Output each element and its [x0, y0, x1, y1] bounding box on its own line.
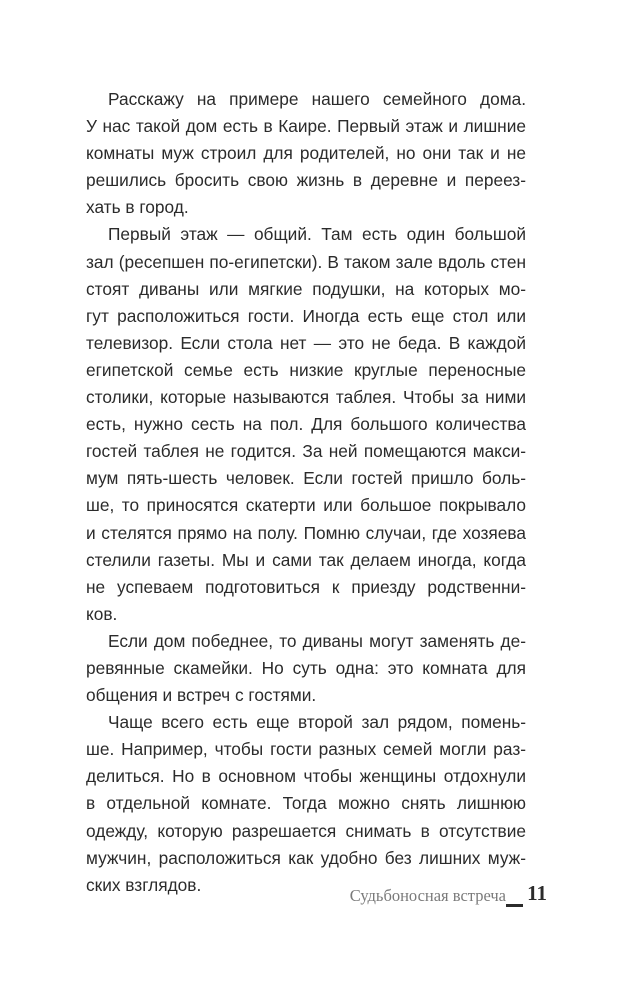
running-footer	[310, 883, 547, 913]
text-line: Первый этаж — общий. Там есть один большой	[108, 224, 526, 245]
text-line: телевизор. Если стола нет — это не беда. В каждой	[86, 332, 526, 353]
body-text	[86, 86, 526, 899]
text-line: ше. Например, чтобы гости разных семей могли раз-	[86, 739, 526, 760]
text-line: ревянные скамейки. Но суть одна: это комната для	[86, 657, 526, 678]
page-number: 11	[527, 881, 547, 905]
text-line: стелили газеты. Мы и сами так делаем иногда, когда	[86, 549, 526, 570]
text-line: решились бросить свою жизнь в деревне и переез-	[86, 170, 526, 191]
text-line: зал (ресепшен по-египетски). В таком зале вдоль стен	[86, 251, 526, 272]
text-line: в отдельной комнате. Тогда можно снять лишнюю	[86, 793, 526, 814]
text-line: ских взглядов.	[86, 874, 202, 895]
text-line: делиться. Но в основном чтобы женщины отдохнули	[86, 766, 526, 787]
running-title: Судьбоносная встреча	[349, 886, 506, 905]
text-line: У нас такой дом есть в Каире. Первый этаж и лишние	[86, 116, 526, 137]
text-line: Чаще всего есть еще второй зал рядом, помень-	[108, 712, 526, 733]
text-line: есть, нужно сесть на пол. Для большого количества	[86, 414, 526, 435]
text-line: Расскажу на примере нашего семейного дома.	[108, 89, 526, 109]
text-line: стоят диваны или мягкие подушки, на которых мо-	[86, 278, 526, 299]
text-line: столики, которые называются таблея. Чтобы за ними	[86, 387, 526, 408]
text-line: ков.	[86, 603, 118, 624]
text-line: одежду, которую разрешается снимать в отсутствие	[86, 820, 526, 841]
text-line: не успеваем подготовиться к приезду родственни-	[86, 576, 526, 597]
text-line: мум пять-шесть человек. Если гостей пришло боль-	[86, 468, 526, 489]
text-line: гут расположиться гости. Иногда есть еще стол или	[86, 305, 526, 326]
text-line: мужчин, расположиться как удобно без лишних муж-	[86, 847, 526, 868]
text-line: ше, то приносятся скатерти или большое покрывало	[86, 495, 526, 516]
text-line: египетской семье есть низкие круглые переносные	[86, 359, 526, 380]
footer-rule	[506, 904, 523, 907]
text-line: и стелятся прямо на полу. Помню случаи, где хозяева	[86, 522, 526, 543]
text-line: комнаты муж строил для родителей, но они так и не	[86, 143, 526, 164]
text-line: хать в город.	[86, 197, 189, 218]
text-line: общения и встреч с гостями.	[86, 685, 317, 706]
text-line: гостей таблея не годится. За ней помещаются макси-	[86, 441, 526, 462]
text-line: Если дом победнее, то диваны могут заменять де-	[108, 630, 526, 651]
